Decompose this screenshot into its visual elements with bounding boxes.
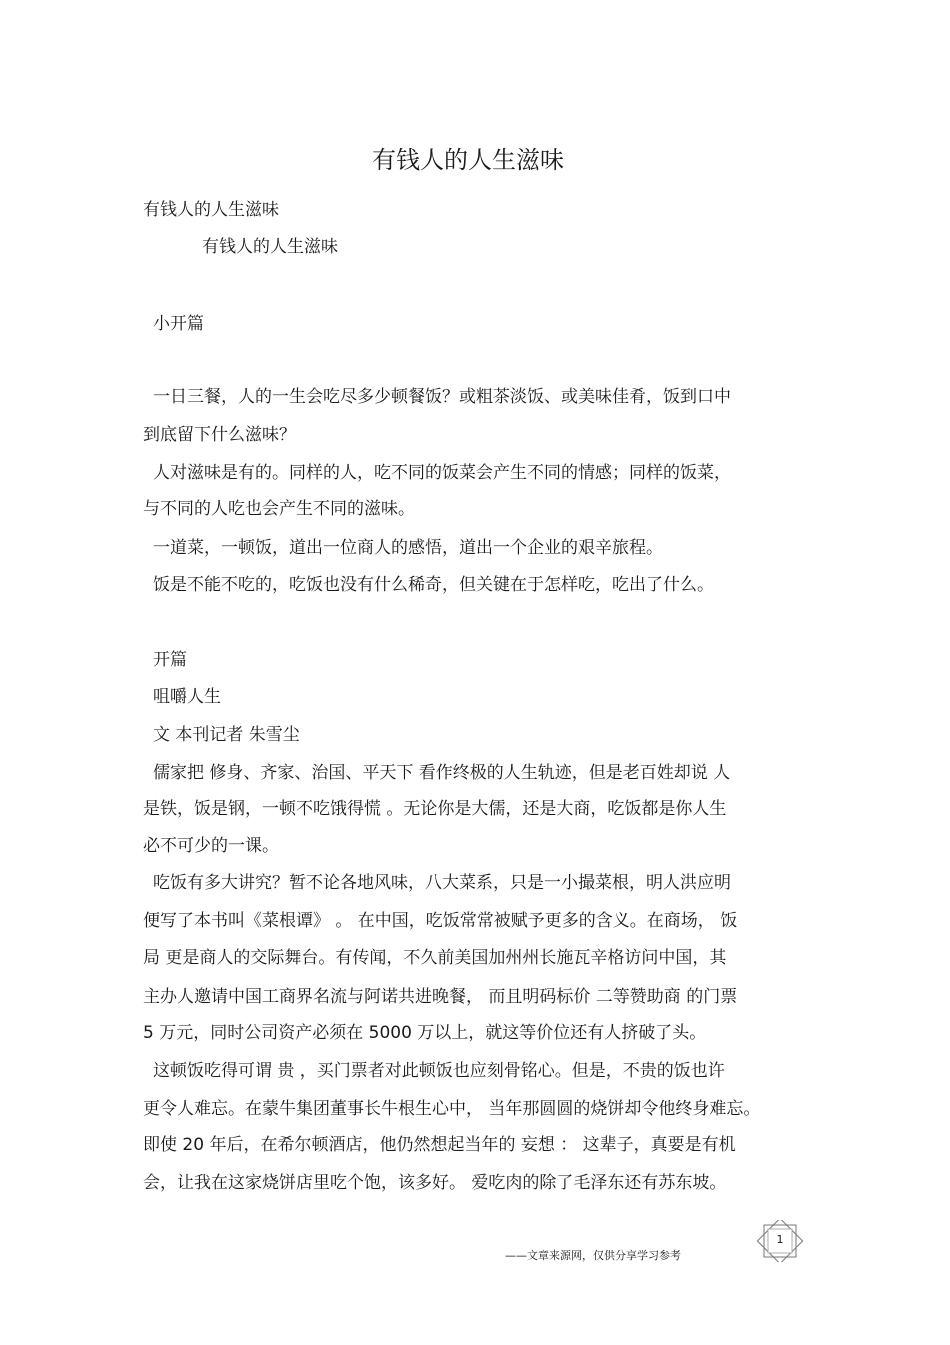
- text-line: 主办人邀请中国工商界名流与阿诺共进晚餐， 而且明码标价 二等赞助商 的门票: [143, 987, 738, 1007]
- section-heading: 开篇: [153, 650, 187, 670]
- text-line: 有钱人的人生滋味: [202, 237, 338, 257]
- footer-source-note: ——文章来源网，仅供分享学习参考: [505, 1249, 681, 1262]
- page-number: 1: [776, 1233, 784, 1246]
- text-line: 这顿饭吃得可谓 贵 ，买门票者对此顿饭也应刻骨铭心。但是，不贵的饭也许: [153, 1061, 725, 1081]
- text-line: 是铁，饭是钢，一顿不吃饿得慌 。无论你是大儒，还是大商，吃饭都是你人生: [143, 799, 727, 819]
- byline: 文 本刊记者 朱雪尘: [153, 725, 300, 745]
- text-line: 便写了本书叫《菜根谭》 。 在中国，吃饭常常被赋予更多的含义。在商场， 饭: [143, 911, 738, 931]
- text-line: 5 万元，同时公司资产必须在 5000 万以上，就这等价位还有人挤破了头。: [143, 1023, 707, 1043]
- text-line: 吃饭有多大讲究？暂不论各地风味，八大菜系，只是一小撮菜根，明人洪应明: [153, 873, 731, 893]
- article-heading: 咀嚼人生: [153, 687, 221, 707]
- text-line: 儒家把 修身、齐家、治国、平天下 看作终极的人生轨迹，但是老百姓却说 人: [153, 763, 731, 783]
- text-line: 人对滋味是有的。同样的人，吃不同的饭菜会产生不同的情感；同样的饭菜，: [153, 463, 731, 483]
- page-number-badge: [755, 1220, 805, 1262]
- text-line: 局 更是商人的交际舞台。有传闻，不久前美国加州州长施瓦辛格访问中国，其: [143, 948, 727, 968]
- text-line: 到底留下什么滋味？: [143, 425, 296, 445]
- text-line: 一道菜，一顿饭，道出一位商人的感悟，道出一个企业的艰辛旅程。: [153, 538, 663, 558]
- text-line: 更令人难忘。在蒙牛集团董事长牛根生心中， 当年那圆圆的烧饼却令他终身难忘。: [143, 1099, 761, 1119]
- text-line: 与不同的人吃也会产生不同的滋味。: [143, 499, 415, 519]
- section-heading: 小开篇: [153, 314, 204, 334]
- document-title: 有钱人的人生滋味: [372, 146, 564, 174]
- text-line: 一日三餐，人的一生会吃尽多少顿餐饭？或粗茶淡饭、或美味佳肴，饭到口中: [153, 387, 731, 407]
- text-line: 必不可少的一课。: [143, 836, 279, 856]
- text-line: 有钱人的人生滋味: [143, 200, 279, 220]
- text-line: 饭是不能不吃的，吃饭也没有什么稀奇，但关键在于怎样吃，吃出了什么。: [153, 575, 714, 595]
- text-line: 会，让我在这家烧饼店里吃个饱，该多好。 爱吃肉的除了毛泽东还有苏东坡。: [143, 1173, 727, 1193]
- text-line: 即使 20 年后，在希尔顿酒店，他仍然想起当年的 妄想 ： 这辈子，真要是有机: [143, 1135, 736, 1155]
